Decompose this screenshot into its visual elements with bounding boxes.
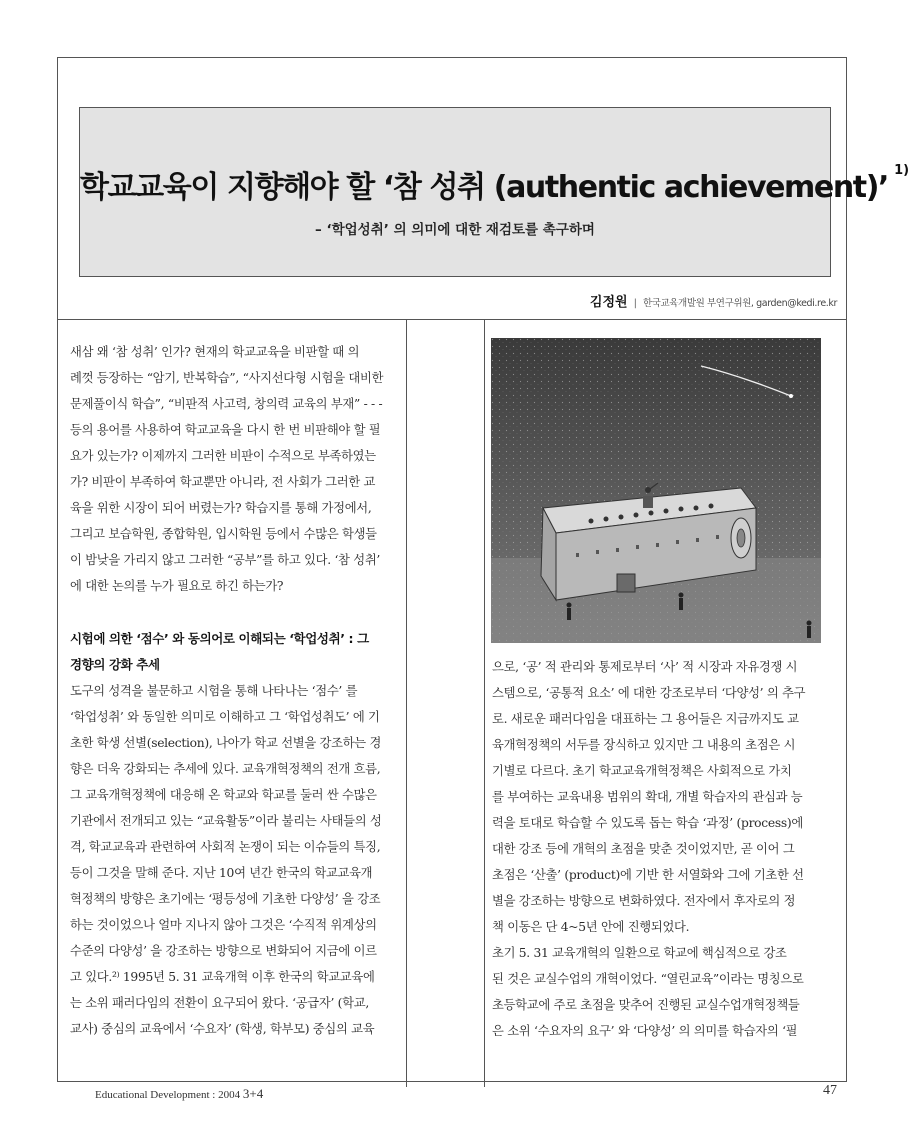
text-line: 초한 학생 선별(selection), 나아가 학교 선별을 강조하는 경 xyxy=(70,736,382,750)
text-line: 등이 그것을 말해 준다. 지난 10여 년간 한국의 학교교육개 xyxy=(70,866,373,880)
text-line: 력을 토대로 학습할 수 있도록 돕는 학습 ‘과정’ (process)에 xyxy=(492,816,803,830)
footnote-marker: 1) xyxy=(894,163,909,178)
page-frame-right xyxy=(846,57,847,1082)
column-divider-left xyxy=(406,319,407,1087)
column-divider-right xyxy=(484,319,485,1087)
text-line: 에 대한 논의를 누가 필요로 하긴 하는가? xyxy=(70,579,284,593)
title-box xyxy=(79,107,909,277)
author-name: 김정원 xyxy=(589,295,628,310)
text-line: 별을 강조하는 방향으로 변화하였다. 전자에서 후자로의 정 xyxy=(492,894,796,908)
text-line: 가? 비판이 부족하여 학교뿐만 아니라, 전 사회가 그러한 교 xyxy=(70,475,376,489)
text-line: ‘학업성취’ 와 동일한 의미로 이해하고 그 ‘학업성취도’ 에 기 xyxy=(70,710,380,724)
author-affiliation: 한국교육개발원 부연구위원, garden@kedi.re.kr xyxy=(642,298,837,309)
journal-footer xyxy=(95,1086,263,1102)
text-line: 초기 5. 31 교육개혁의 일환으로 학교에 핵심적으로 강조 xyxy=(492,946,787,960)
text-line: 도구의 성격을 불문하고 시험을 통해 나타나는 ‘점수’ 를 xyxy=(70,684,358,698)
text-line: 시험에 의한 ‘점수’ 와 동의어로 이해되는 ‘학업성취’ : 그 xyxy=(70,631,369,646)
text-line: 를 부여하는 교육내용 범위의 확대, 개별 학습자의 관심과 능 xyxy=(492,790,803,804)
section-heading xyxy=(70,626,402,678)
text-line: 수준의 다양성’ 을 강조하는 방향으로 변화되어 지금에 이르 xyxy=(70,944,377,958)
text-line: 스템으로, ‘공통적 요소’ 에 대한 강조로부터 ‘다양성’ 의 추구 xyxy=(492,686,806,700)
text-line: 초점은 ‘산출’ (product)에 기반 한 서열화와 그에 기초한 선 xyxy=(492,868,804,882)
text-line: 그 교육개혁정책에 대응해 온 학교와 학교를 둘러 싼 수많은 xyxy=(70,788,377,802)
text-line: 하는 것이었으나 얼마 지나지 않아 그것은 ‘수직적 위계상의 xyxy=(70,918,377,932)
text-line: 된 것은 교실수업의 개혁이었다. “열린교육”이라는 명칭으로 xyxy=(492,972,804,986)
text-line: 고 있다.²⁾ 1995년 5. 31 교육개혁 이후 한국의 학교교육에 xyxy=(70,970,375,984)
right-paragraph-1 xyxy=(492,654,824,940)
body-paragraph xyxy=(70,678,402,1042)
text-line: 으로, ‘공’ 적 관리와 통제로부터 ‘사’ 적 시장과 자유경쟁 시 xyxy=(492,660,798,674)
text-line: 례껏 등장하는 “암기, 반복학습”, “사지선다형 시험을 대비한 xyxy=(70,371,384,385)
footer-divider xyxy=(57,1081,847,1082)
text-line: 그리고 보습학원, 종합학원, 입시학원 등에서 수많은 학생들 xyxy=(70,527,377,541)
byline xyxy=(590,291,837,310)
text-line: 교사) 중심의 교육에서 ‘수요자’ (학생, 학부모) 중심의 교육 xyxy=(70,1022,375,1036)
text-line: 책 이동은 단 4~5년 안에 진행되었다. xyxy=(492,920,690,934)
page-frame-top xyxy=(57,57,847,58)
page-number: 47 xyxy=(823,1083,837,1098)
article-subtitle: – ‘학업성취’ 의 의미에 대한 재검토를 촉구하며 xyxy=(315,222,595,238)
text-line: 육을 위한 시장이 되어 버렸는가? 학습지를 통해 가정에서, xyxy=(70,501,372,515)
text-line: 등의 용어를 사용하여 학교교육을 다시 한 번 비판해야 할 필 xyxy=(70,423,381,437)
intro-paragraph xyxy=(70,339,402,599)
text-line: 격, 학교교육과 관련하여 사회적 논쟁이 되는 이슈들의 특징, xyxy=(70,840,381,854)
text-line: 향은 더욱 강화되는 추세에 있다. 교육개혁정책의 전개 흐름, xyxy=(70,762,381,776)
page-frame-left xyxy=(57,57,58,1082)
text-line: 초등학교에 주로 초점을 맞추어 진행된 교실수업개혁정책들 xyxy=(492,998,800,1012)
journal-name: Educational Development : 2004 xyxy=(95,1089,241,1101)
text-line: 이 밤낮을 가리지 않고 그러한 “공부”를 하고 있다. ‘참 성취’ xyxy=(70,553,381,567)
text-line: 기별로 다르다. 초기 학교교육개혁정책은 사회적으로 가치 xyxy=(492,764,792,778)
text-line: 로. 새로운 패러다임을 대표하는 그 용어들은 지금까지도 교 xyxy=(492,712,799,726)
byline-separator: | xyxy=(633,298,637,309)
text-line: 육개혁정책의 서두를 장식하고 있지만 그 내용의 초점은 시 xyxy=(492,738,796,752)
right-paragraph-2 xyxy=(492,940,824,1044)
text-line: 은 소위 ‘수요자의 요구’ 와 ‘다양성’ 의 의미를 학습자의 ‘필 xyxy=(492,1024,798,1038)
text-line: 경향의 강화 추세 xyxy=(70,657,160,672)
article-title: 학교교육이 지향해야 할 ‘참 성취 (authentic achievement)’ $^{1)}$ xyxy=(80,163,909,205)
text-line: 대한 강조 등에 개혁의 초점을 맞춘 것이었지만, 곧 이어 그 xyxy=(492,842,795,856)
text-line: 새삼 왜 ‘참 성취’ 인가? 현재의 학교교육을 비판할 때 의 xyxy=(70,345,360,359)
left-column xyxy=(70,339,402,1042)
text-line: 는 소위 패러다임의 전환이 요구되어 왔다. ‘공급자’ (학교, xyxy=(70,996,369,1010)
right-column xyxy=(492,654,824,1044)
school-scroll-illustration-icon xyxy=(491,338,821,643)
header-divider xyxy=(57,319,847,320)
text-line: 혁정책의 방향은 초기에는 ‘평등성에 기초한 다양성’ 을 강조 xyxy=(70,892,381,906)
text-line: 기관에서 전개되고 있는 “교육활동”이라 불리는 사태들의 성 xyxy=(70,814,382,828)
text-line: 문제풀이식 학습”, “비판적 사고력, 창의력 교육의 부재” - - - xyxy=(70,397,383,411)
text-line: 요가 있는가? 이제까지 그러한 비판이 수적으로 부족하였는 xyxy=(70,449,376,463)
journal-issue: 3+4 xyxy=(242,1086,264,1101)
